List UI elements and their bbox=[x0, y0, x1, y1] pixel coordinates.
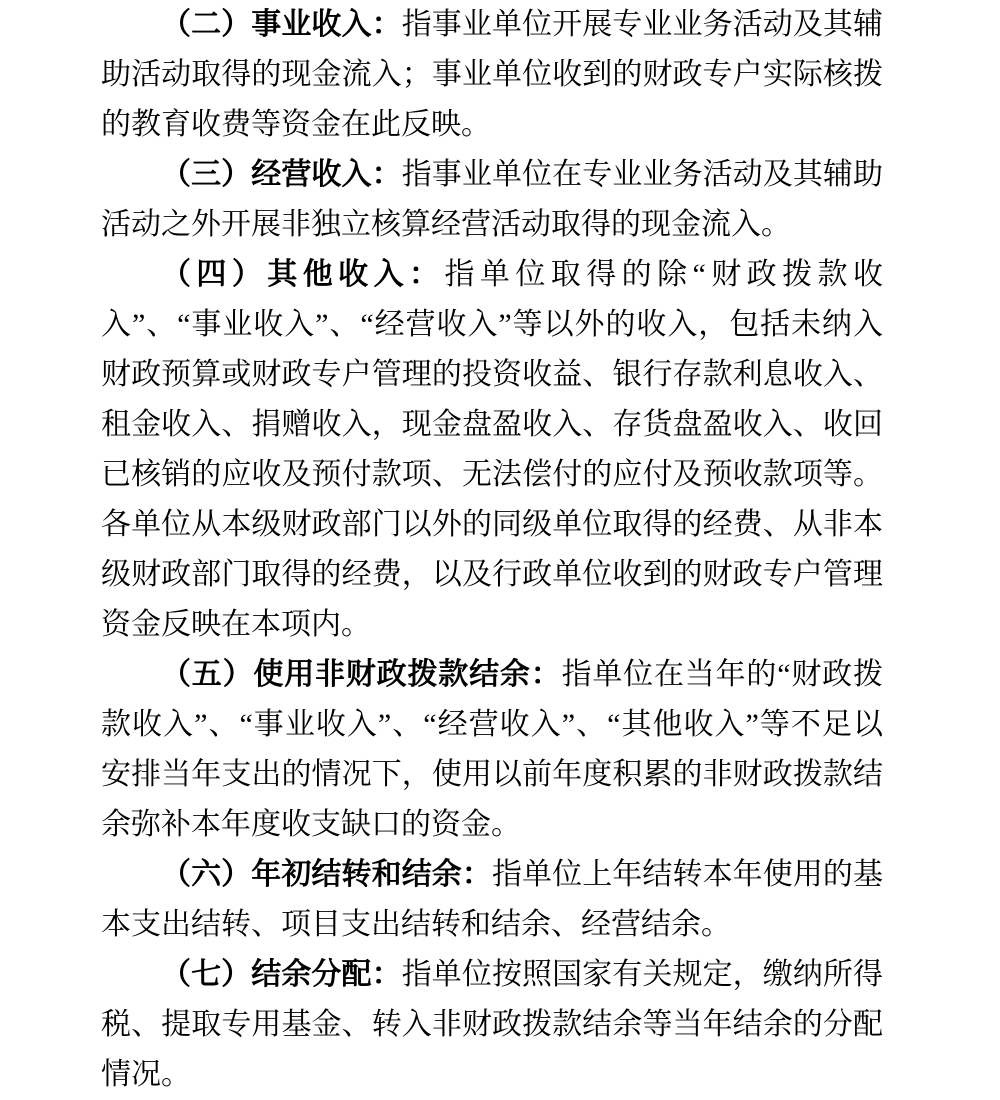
paragraph-heading: （六）年初结转和结余： bbox=[161, 858, 492, 891]
paragraph-body: 指事业单位在专业业务活动及其辅助活动之外开展非独立核算经营活动取得的现金流入。 bbox=[101, 158, 884, 241]
paragraph-body: 指单位上年结转本年使用的基本支出结转、项目支出结转和结余、经营结余。 bbox=[101, 858, 884, 941]
paragraph-body: 指单位在当年的“财政拨款收入”、“事业收入”、“经营收入”、“其他收入”等不足以安排当年支出的情况下，使用以前年度积累的非财政拨款结余弥补本年度收支缺口的资金。 bbox=[101, 658, 883, 841]
document-page bbox=[101, 0, 883, 1100]
paragraph-body: 指单位按照国家有关规定，缴纳所得税、提取专用基金、转入非财政拨款结余等当年结余的分配情况。 bbox=[101, 958, 884, 1091]
paragraph-heading: （二）事业收入： bbox=[161, 8, 402, 41]
paragraph-qita-shouru bbox=[101, 250, 883, 650]
paragraph-heading: （七）结余分配： bbox=[161, 958, 402, 991]
paragraph-shiyong-feicaizheng-bokuan-jieyu bbox=[101, 650, 883, 850]
paragraph-jieyu-fenpei bbox=[101, 950, 883, 1100]
paragraph-nianchu-jiezhuan-he-jieyu bbox=[101, 850, 883, 950]
paragraph-heading: （五）使用非财政拨款结余： bbox=[161, 658, 562, 691]
paragraph-jingying-shouru bbox=[101, 150, 883, 250]
paragraph-heading: （四）其他收入： bbox=[161, 258, 445, 291]
paragraph-heading: （三）经营收入： bbox=[161, 158, 402, 191]
paragraph-body: 指事业单位开展专业业务活动及其辅助活动取得的现金流入；事业单位收到的财政专户实际核拨的教育收费等资金在此反映。 bbox=[101, 8, 884, 141]
paragraph-body: 指单位取得的除“财政拨款收入”、“事业收入”、“经营收入”等以外的收入，包括未纳入财政预算或财政专户管理的投资收益、银行存款利息收入、租金收入、捐赠收入，现金盘盈收入、存货盘盈收入、收回已核销的应收及预付款项、无法偿付的应付及预收款项等。各单位从本级财政部门以外的同级单位取得的经费、从非本级财政部门取得的经费，以及行政单位收到的财政专户管理资金反映在本项内。 bbox=[101, 258, 883, 641]
paragraph-shiye-shouru bbox=[101, 0, 883, 150]
